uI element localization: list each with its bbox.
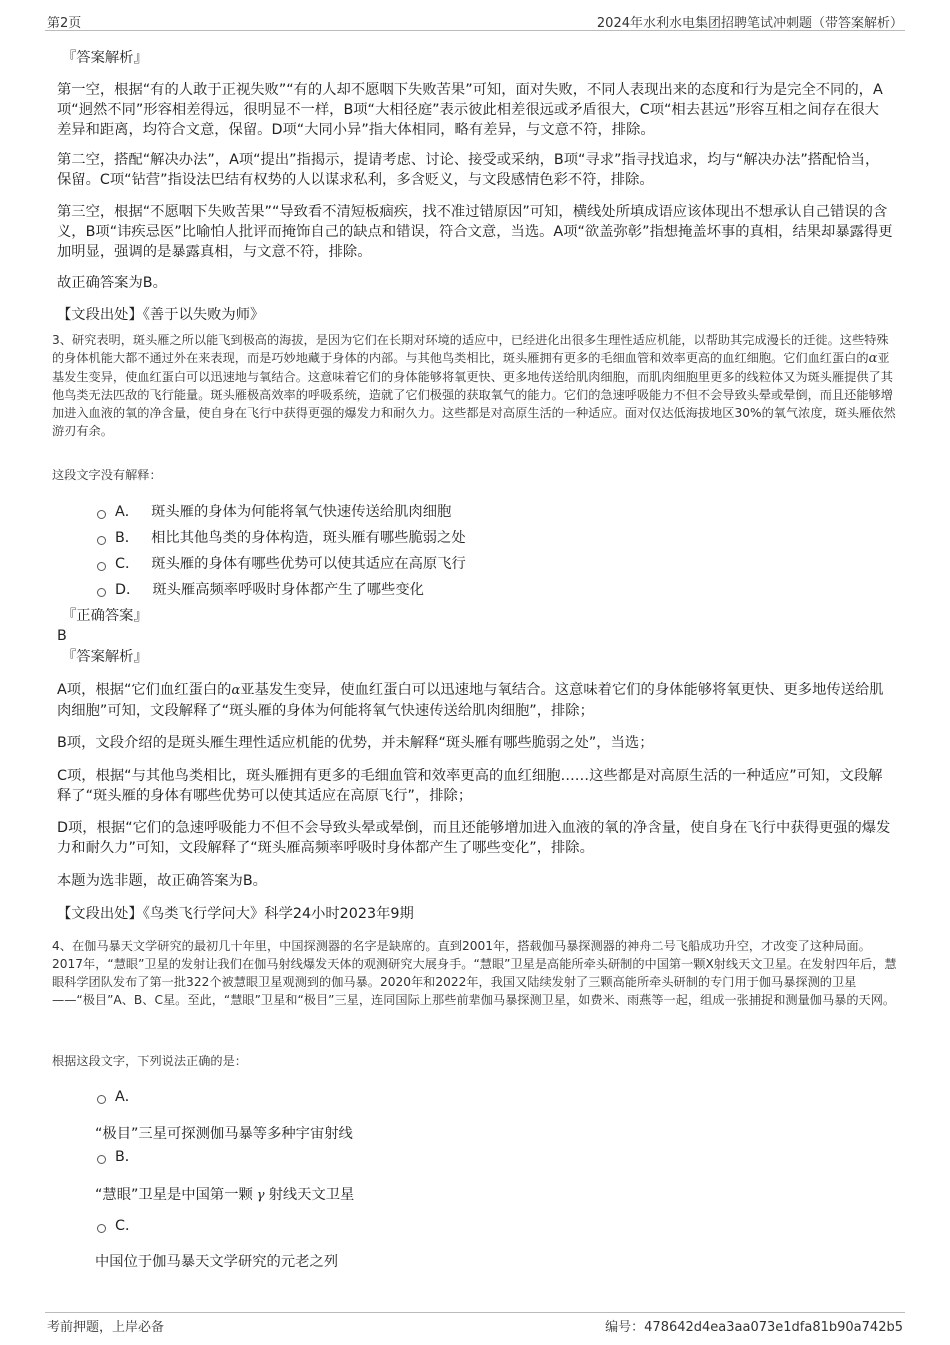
document-id: 编号：478642d4ea3aa073e1dfa81b90a742b5 [605,1320,903,1335]
alpha-symbol: α [868,351,878,366]
q3-analysis-b: B项，文段介绍的是斑头雁生理性适应机能的优势，并未解释“斑头雁有哪些脆弱之处”，当选； [57,735,654,751]
q4-question: 根据这段文字，下列说法正确的是： [52,1054,247,1068]
q3-analysis-c: C项，根据“与其他鸟类相比，斑头雁拥有更多的毛细血管和效率更高的血红细胞……这些都是对高原生活的一种适应”可知，文段解释了“斑头雁的身体有哪些优势可以使其适应在高原飞行”，排除； [57,768,883,804]
page-header [45,8,905,31]
q3-answer: B [57,628,67,644]
page-footer [45,1312,905,1337]
option-label: C． [115,1218,140,1234]
q4-option-b[interactable] [97,1147,139,1167]
q3-analysis-a [57,680,893,721]
option-text: 斑头雁高频率呼吸时身体都产生了哪些变化 [152,582,424,598]
option-label: C． [115,556,140,572]
radio-icon[interactable] [97,1095,106,1104]
q2-analysis-label: 『答案解析』 [62,50,148,66]
q4-option-b-text [95,1185,354,1206]
q4-option-b-part1: “慧眼”卫星是中国第一颗 [95,1187,253,1203]
radio-icon[interactable] [97,588,106,597]
q3-analysis-label: 『答案解析』 [62,649,148,665]
option-label: D． [115,582,141,598]
gamma-symbol: γ [256,1188,265,1203]
q3-option-b[interactable] [97,528,466,548]
q3-analysis-d: D项，根据“它们的急速呼吸能力不但不会导致头晕或晕倒，而且还能够增加进入血液的氧的净含量，使自身在飞行中获得更强的爆发力和耐久力”可知，文段解释了“斑头雁高频率呼吸时身体都产生了哪些变化”，排除。 [57,820,891,856]
q2-source: 【文段出处】《善于以失败为师》 [57,307,265,323]
q3-analysis-a-part1: A项，根据“它们血红蛋白的 [57,682,232,698]
option-label: A． [115,504,140,520]
q3-question: 这段文字没有解释： [52,468,162,482]
q3-option-d[interactable] [97,580,424,600]
q3-analysis-a-part2: 亚基发生变异，使血红蛋白可以迅速地与氧结合。这意味着它们的身体能够将氧更快、更多地传送给肌肉细胞”可知，文段解释了“斑头雁的身体为何能将氧气快速传送给肌肉细胞”，排除； [57,682,884,719]
option-text: 斑头雁的身体为何能将氧气快速传送给肌肉细胞 [151,504,452,520]
footer-slogan: 考前押题，上岸必备 [47,1320,165,1335]
document-title: 2024年水利水电集团招聘笔试冲刺题（带答案解析） [596,16,903,31]
q2-analysis-p1: 第一空，根据“有的人敢于正视失败”“有的人却不愿咽下失败苦果”可知，面对失败，不同人表现出来的态度和行为是完全不同的，A项“迥然不同”形容相差得远，很明显不一样，B项“大相径庭”表示彼此相差很远或矛盾很大，C项“相去甚远”形容互相之间存在很大差异和距离，均符合文意，保留。D项“大同小异”指大体相同，略有差异，与文意不符，排除。 [57,82,883,138]
option-label: A． [115,1089,140,1105]
option-label: B． [115,530,140,546]
q3-option-a[interactable] [97,502,451,522]
q4-option-c[interactable] [97,1216,139,1236]
q3-stem [52,331,898,440]
q2-answer-conclusion: 故正确答案为B。 [57,275,167,291]
q2-analysis-p3: 第三空，根据“不愿咽下失败苦果”“导致看不清短板痼疾，找不准过错原因”可知，横线处所填成语应该体现出不想承认自己错误的含义，B项“讳疾忌医”比喻怕人批评而掩饰自己的缺点和错误，符合文意，当选。A项“欲盖弥彰”指想掩盖坏事的真相，结果却暴露得更加明显，强调的是暴露真相，与文意不符，排除。 [57,204,893,260]
page-number: 第2页 [47,16,82,31]
q4-option-b-part2: 射线天文卫星 [268,1187,355,1203]
radio-icon[interactable] [97,1224,106,1233]
radio-icon[interactable] [97,562,106,571]
option-label: B． [115,1149,140,1165]
q3-stem-part2: 亚基发生变异，使血红蛋白可以迅速地与氧结合。这意味着它们的身体能够将氧更快、更多地传送给肌肉细胞，而肌肉细胞里更多的线粒体又为斑头雁提供了其他鸟类无法匹敌的飞行能量。斑头雁极高效率的呼吸系统，造就了它们极强的获取氧气的能力。它们的急速呼吸能力不但不会导致头晕或晕倒，而且还能够增加进入血液的氧的净含量，使自身在飞行中获得更强的爆发力和耐久力。这些都是对高原生活的一种适应。面对仅达低海拔地区30%的氧气浓度，斑头雁依然游刃有余。 [52,351,896,438]
radio-icon[interactable] [97,1155,106,1164]
radio-icon[interactable] [97,510,106,519]
q3-stem-part1: 3、研究表明，斑头雁之所以能飞到极高的海拔，是因为它们在长期对环境的适应中，已经进化出很多生理性适应机能，以帮助其完成漫长的迁徙。这些特殊的身体机能大都不通过外在来表现，而是巧妙地藏于身体的内部。与其他鸟类相比，斑头雁拥有更多的毛细血管和效率更高的血红细胞。它们血红蛋白的 [52,333,889,365]
alpha-symbol: α [231,683,241,698]
q2-analysis-p2: 第二空，搭配“解决办法”，A项“提出”指揭示，提请考虑、讨论、接受或采纳，B项“寻求”指寻找追求，均与“解决办法”搭配恰当，保留。C项“钻营”指设法巴结有权势的人以谋求私利，多含贬义，与文段感情色彩不符，排除。 [57,152,880,188]
q3-source: 【文段出处】《鸟类飞行学问大》科学24小时2023年9期 [57,906,414,922]
q4-option-a[interactable] [97,1087,139,1107]
q3-conclusion: 本题为选非题，故正确答案为B。 [57,873,267,889]
radio-icon[interactable] [97,536,106,545]
q4-option-a-text: “极目”三星可探测伽马暴等多种宇宙射线 [95,1126,353,1142]
option-text: 斑头雁的身体有哪些优势可以使其适应在高原飞行 [151,556,466,572]
q4-stem: 4、在伽马暴天文学研究的最初几十年里，中国探测器的名字是缺席的。直到2001年，搭载伽马暴探测器的神舟二号飞船成功升空，才改变了这种局面。2017年，“慧眼”卫星的发射让我们在伽马射线爆发天体的观测研究大展身手。“慧眼”卫星是高能所牵头研制的中国第一颗X射线天文卫星。在发射四年后，慧眼科学团队发布了第一批322个被慧眼卫星观测到的伽马暴。2020年和2022年，我国又陆续发射了三颗高能所牵头研制的专门用于伽马暴探测的卫星——“极目”A、B、C星。至此，“慧眼”卫星和“极目”三星，连同国际上那些前辈伽马暴探测卫星，如费米、雨燕等一起，组成一张捕捉和测量伽马暴的天网。 [52,939,897,1007]
q4-option-c-text: 中国位于伽马暴天文学研究的元老之列 [95,1254,339,1270]
option-text: 相比其他鸟类的身体构造，斑头雁有哪些脆弱之处 [151,530,466,546]
q3-answer-label: 『正确答案』 [62,608,148,624]
q3-option-c[interactable] [97,554,466,574]
